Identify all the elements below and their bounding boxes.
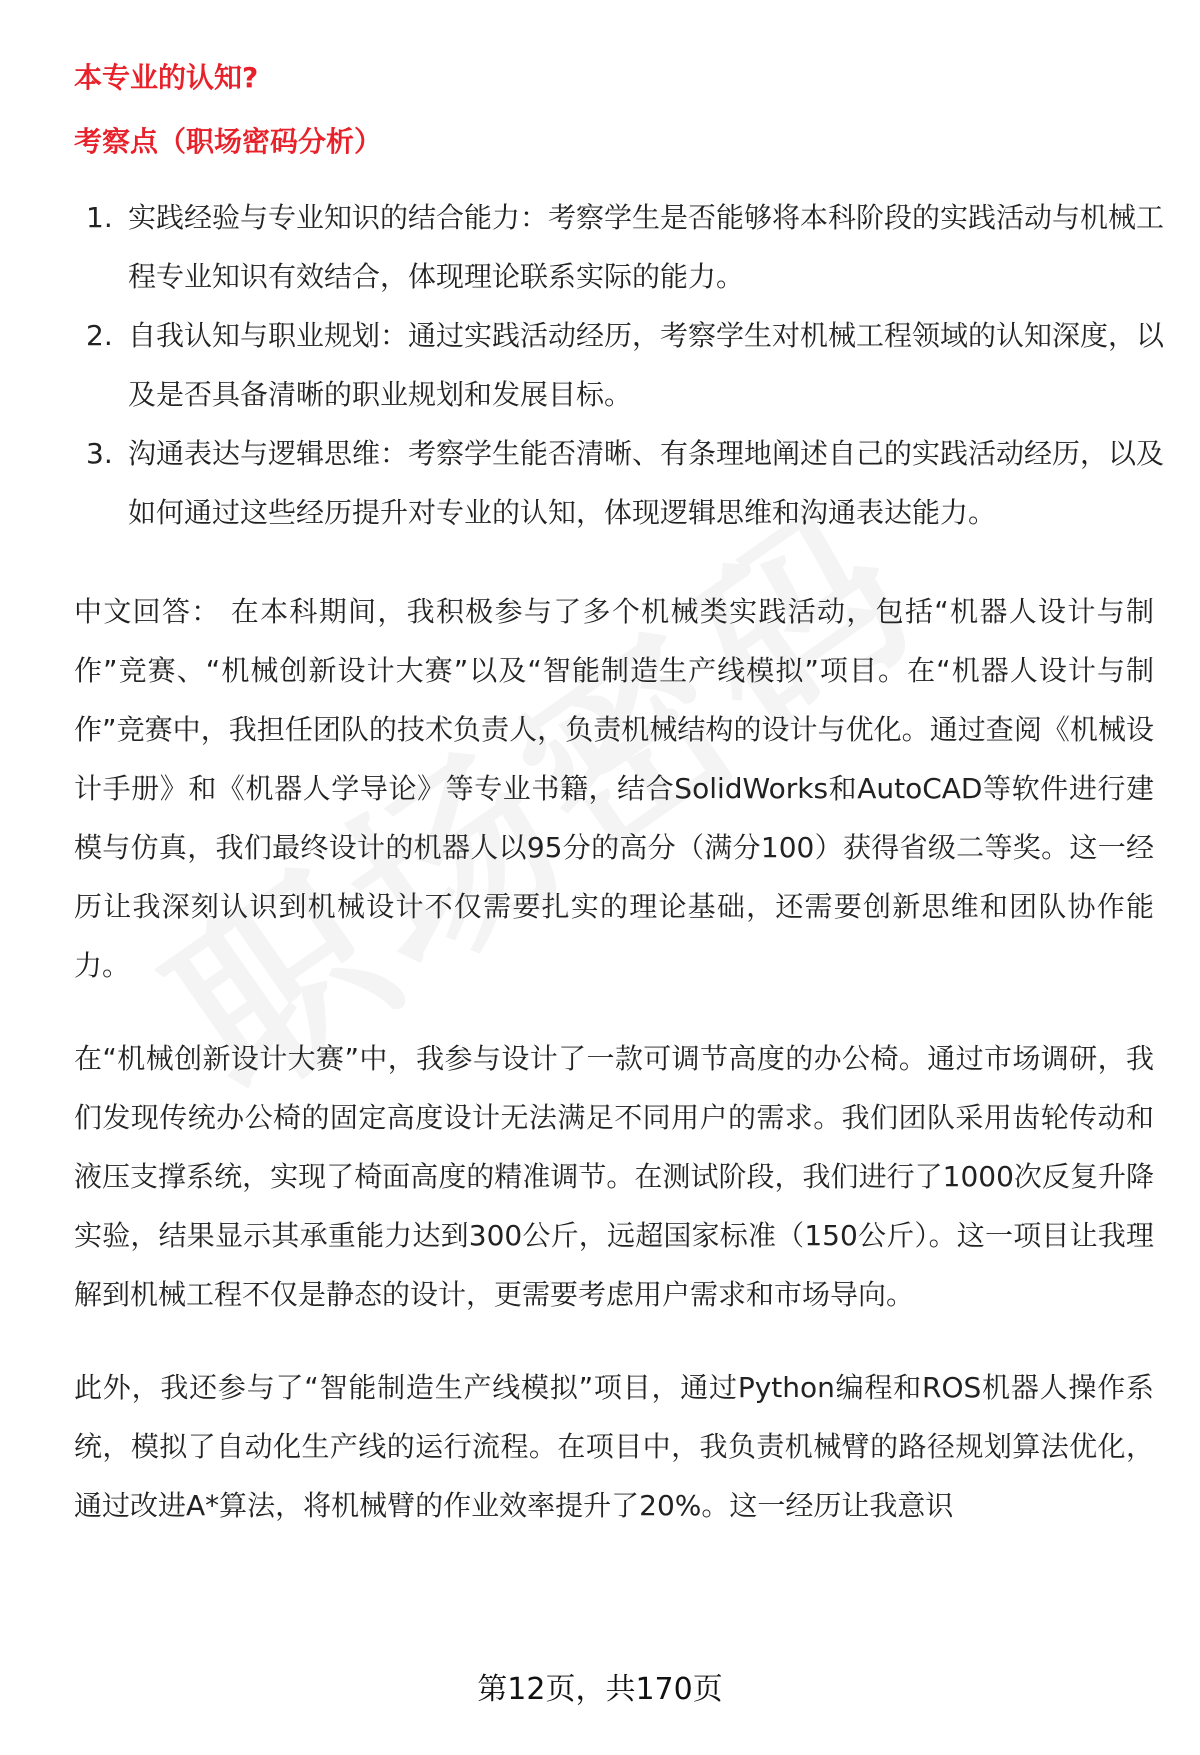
assessment-points-list [74,188,1165,542]
list-item-text: 自我认知与职业规划：通过实践活动经历，考察学生对机械工程领域的认知深度，以及是否具备清晰的职业规划和发展目标。 [128,319,1165,411]
list-item-number: 1. [86,201,113,234]
list-item [74,306,1174,424]
question-heading: 本专业的认知? [74,61,259,94]
list-item-text: 实践经验与专业知识的结合能力：考察学生是否能够将本科阶段的实践活动与机械工程专业知识有效结合，体现理论联系实际的能力。 [128,201,1165,293]
list-item-text: 沟通表达与逻辑思维：考察学生能否清晰、有条理地阐述自己的实践活动经历，以及如何通过这些经历提升对专业的认知，体现逻辑思维和沟通表达能力。 [128,437,1165,529]
list-item-number: 2. [86,319,113,352]
list-item-number: 3. [86,437,113,470]
analysis-heading: 考察点（职场密码分析） [74,125,383,158]
answer-paragraph: 中文回答： 在本科期间，我积极参与了多个机械类实践活动，包括“机器人设计与制作”竞赛、“机械创新设计大赛”以及“智能制造生产线模拟”项目。在“机器人设计与制作”竞赛中，我担任团队的技术负责人，负责机械结构的设计与优化。通过查阅《机械设计手册》和《机器人学导论》等专业书籍，结合SolidWorks和AutoCAD等软件进行建模与仿真，我们最终设计的机器人以95分的高分（满分100）获得省级二等奖。这一经历让我深刻认识到机械设计不仅需要扎实的理论基础，还需要创新思维和团队协作能力。 [74,595,1154,982]
list-item [74,188,1174,306]
answer-paragraph: 此外，我还参与了“智能制造生产线模拟”项目，通过Python编程和ROS机器人操作系统，模拟了自动化生产线的运行流程。在项目中，我负责机械臂的路径规划算法优化，通过改进A*算法，将机械臂的作业效率提升了20%。这一经历让我意识 [74,1371,1154,1522]
answer-paragraph: 在“机械创新设计大赛”中，我参与设计了一款可调节高度的办公椅。通过市场调研，我们发现传统办公椅的固定高度设计无法满足不同用户的需求。我们团队采用齿轮传动和液压支撑系统，实现了椅面高度的精准调节。在测试阶段，我们进行了1000次反复升降实验，结果显示其承重能力达到300公斤，远超国家标准（150公斤）。这一项目让我理解到机械工程不仅是静态的设计，更需要考虑用户需求和市场导向。 [74,1042,1154,1311]
list-item [74,424,1174,542]
page-number-footer: 第12页，共170页 [477,1672,723,1707]
content-area [74,58,1165,1535]
